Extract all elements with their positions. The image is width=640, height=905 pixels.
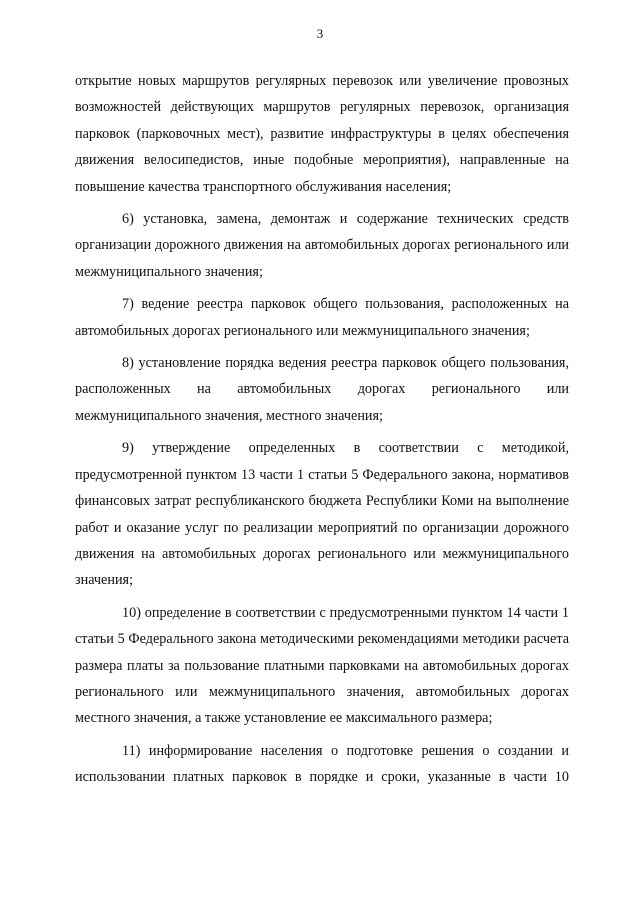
paragraph-item-7: 7) ведение реестра парковок общего пользования, расположенных на автомобильных дорогах регионального или межмуниципального значения;	[75, 296, 569, 339]
paragraph-item-6: 6) установка, замена, демонтаж и содержание технических средств организации дорожного движения на автомобильных дорогах регионального или межмуниципального значения;	[75, 211, 569, 280]
paragraph-item-8: 8) установление порядка ведения реестра парковок общего пользования, расположенных на автомобильных дорогах регионального или межмуниципального значения, местного значения;	[75, 355, 569, 424]
document-body	[75, 68, 569, 797]
page-number: 3	[316, 26, 324, 41]
paragraph-item-9: 9) утверждение определенных в соответствии с методикой, предусмотренной пунктом 13 части 1 статьи 5 Федерального закона, нормативов финансовых затрат республиканского бюджета Республики Коми на выполнение работ и оказание услуг по реализации мероприятий по организации дорожного движения на автомобильных дорогах регионального или межмуниципального значения;	[75, 440, 569, 589]
paragraph-continuation: открытие новых маршрутов регулярных перевозок или увеличение провозных возможностей действующих маршрутов регулярных перевозок, организация парковок (парковочных мест), развитие инфраструктуры в целях обеспечения движения велосипедистов, иные подобные мероприятия), направленные на повышение качества транспортного обслуживания населения;	[75, 73, 569, 195]
paragraph-item-10: 10) определение в соответствии с предусмотренными пунктом 14 части 1 статьи 5 Федерального закона методическими рекомендациями методики расчета размера платы за пользование платными парковками на автомобильных дорогах регионального или межмуниципального значения, автомобильных дорогах местного значения, а также установление ее максимального размера;	[75, 604, 569, 727]
paragraph-item-11: 11) информирование населения о подготовке решения о создании и использовании платных парковок в порядке и сроки, указанные в части 10	[75, 742, 569, 786]
